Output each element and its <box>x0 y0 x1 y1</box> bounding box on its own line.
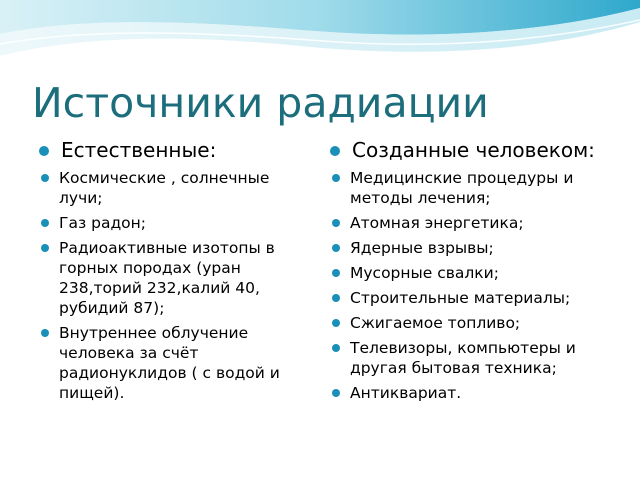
bullet-icon <box>332 319 340 327</box>
list-item-text: Атомная энергетика; <box>350 214 524 232</box>
bullet-icon <box>41 174 49 182</box>
list-item <box>330 338 622 378</box>
man-made-sources-column <box>330 138 622 408</box>
list-item-text: Телевизоры, компьютеры и другая бытовая техника; <box>350 339 576 377</box>
list-item-text: Мусорные свалки; <box>350 264 499 282</box>
bullet-icon <box>39 146 49 156</box>
list-item <box>330 383 622 403</box>
list-item <box>39 238 314 318</box>
man-made-sources-list <box>330 168 622 403</box>
natural-sources-heading-text: Естественные: <box>61 138 217 162</box>
list-item <box>330 238 622 258</box>
list-item <box>330 213 622 233</box>
natural-sources-column <box>39 138 314 408</box>
list-item-text: Антиквариат. <box>350 384 462 402</box>
list-item <box>330 168 622 208</box>
bullet-icon <box>332 389 340 397</box>
list-item-text: Радиоактивные изотопы в горных породах (уран 238,торий 232,калий 40, рубидий 87); <box>59 239 275 317</box>
man-made-sources-heading <box>330 138 622 162</box>
bullet-icon <box>41 244 49 252</box>
list-item <box>330 263 622 283</box>
bullet-icon <box>41 219 49 227</box>
list-item-text: Строительные материалы; <box>350 289 571 307</box>
list-item-text: Внутреннее облучение человека за счёт радионуклидов ( с водой и пищей). <box>59 324 280 402</box>
list-item-text: Ядерные взрывы; <box>350 239 494 257</box>
bullet-icon <box>330 146 340 156</box>
list-item <box>39 213 314 233</box>
bullet-icon <box>41 329 49 337</box>
bullet-icon <box>332 174 340 182</box>
bullet-icon <box>332 344 340 352</box>
list-item <box>330 313 622 333</box>
list-item-text: Сжигаемое топливо; <box>350 314 521 332</box>
header-wave-decoration <box>0 0 640 80</box>
natural-sources-list <box>39 168 314 403</box>
list-item <box>39 168 314 208</box>
slide-title: Источники радиации <box>32 79 489 127</box>
list-item-text: Газ радон; <box>59 214 147 232</box>
bullet-icon <box>332 219 340 227</box>
man-made-sources-heading-text: Созданные человеком: <box>352 138 595 162</box>
list-item <box>330 288 622 308</box>
list-item <box>39 323 314 403</box>
bullet-icon <box>332 244 340 252</box>
natural-sources-heading <box>39 138 314 162</box>
bullet-icon <box>332 294 340 302</box>
bullet-icon <box>332 269 340 277</box>
list-item-text: Космические , солнечные лучи; <box>59 169 270 207</box>
list-item-text: Медицинские процедуры и методы лечения; <box>350 169 574 207</box>
